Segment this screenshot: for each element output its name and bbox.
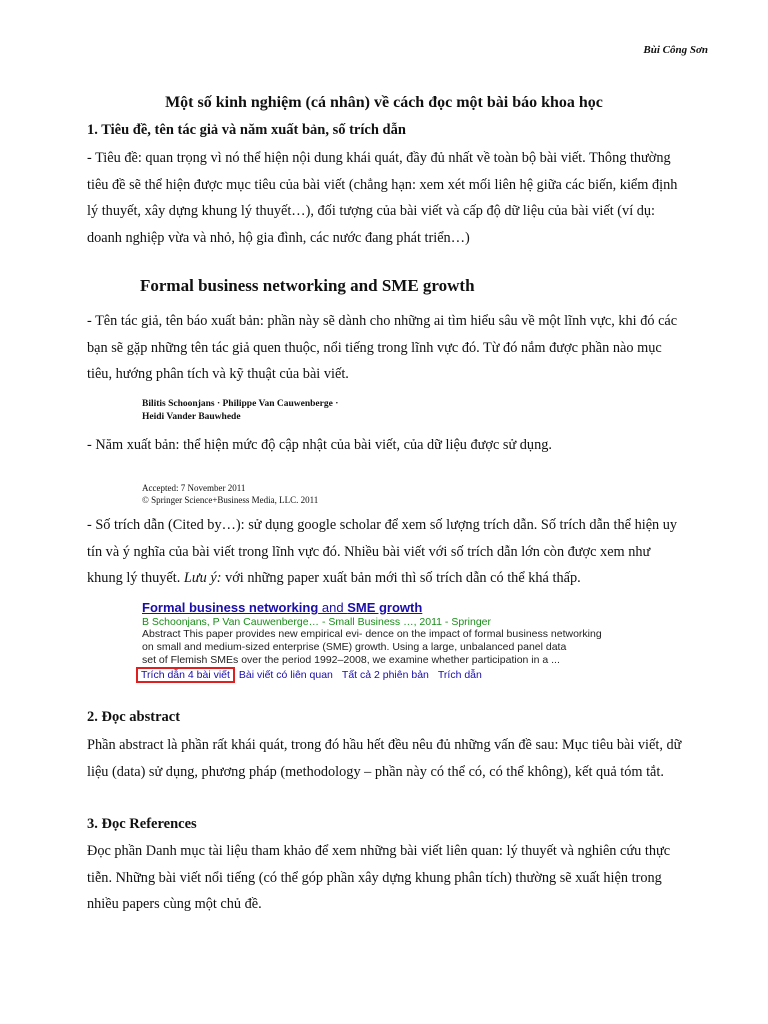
section-2-heading: 2. Đọc abstract — [87, 709, 181, 725]
section-3-paragraph: Đọc phần Danh mục tài liệu tham khảo để xem những bài viết liên quan: lý thuyết và nghiên cứu thực tiễn. Những bài viết nổi tiếng (có thể góp phần xây dựng khung phân tích) thường sẽ xuất hiện trong nhiều papers cùng một chủ đề. — [87, 843, 671, 912]
example-accepted-info — [142, 482, 318, 506]
scholar-result-abstract — [142, 628, 642, 667]
section-1-paragraph-authors: - Tên tác giả, tên báo xuất bản: phần này sẽ dành cho những ai tìm hiểu sâu về một lĩnh vực, khi đó các bạn sẽ gặp những tên tác giả quen thuộc, nổi tiếng trong lĩnh vực đó. Từ đó nắm được phần nào mục tiêu, hướng phân tích và kỹ thuật của bài viết. — [87, 313, 678, 382]
accepted-date: Accepted: 7 November 2011 — [142, 483, 246, 493]
cite-link[interactable]: Trích dẫn — [437, 669, 482, 681]
example-article-title: Formal business networking and SME growth — [140, 276, 475, 295]
section-2-paragraph: Phần abstract là phần rất khái quát, trong đó hầu hết đều nêu đủ những vấn đề sau: Mục tiêu bài viết, dữ liệu (data) sử dụng, phương pháp (methodology – phần này có thể có, có thể không), kết quả tóm tắt. — [87, 737, 682, 780]
citations-text-b: với những paper xuất bản mới thì số trích dẫn có thể khá thấp. — [221, 570, 581, 586]
scholar-title-part-1: Formal business networking — [142, 600, 319, 615]
section-1-heading: 1. Tiêu đề, tên tác giả và năm xuất bản, số trích dẫn — [87, 122, 406, 138]
scholar-result-links — [142, 669, 642, 681]
scholar-title-part-3: SME growth — [347, 600, 423, 615]
section-1-paragraph-year: - Năm xuất bản: thể hiện mức độ cập nhật của bài viết, của dữ liệu được sử dụng. — [87, 437, 552, 453]
related-articles-link[interactable]: Bài viết có liên quan — [238, 669, 333, 681]
citations-text-a: - Số trích dẫn (Cited by…): sử dụng google scholar để xem số lượng trích dẫn. Số trích dẫn thể hiện uy tín và ý nghĩa của bài viết trong lĩnh vực đó. Nhiều bài viết với số trích dẫn lớn còn được xem như khung lý thuyết. — [87, 517, 678, 586]
document-title: Một số kinh nghiệm (cá nhân) về cách đọc một bài báo khoa học — [165, 94, 603, 111]
example-authors — [142, 398, 338, 424]
scholar-title-part-2: and — [318, 600, 348, 615]
authors-line-2: Heidi Vander Bauwhede — [142, 412, 241, 422]
google-scholar-result — [142, 600, 642, 681]
section-3-heading: 3. Đọc References — [87, 816, 197, 832]
section-1-paragraph-title: - Tiêu đề: quan trọng vì nó thể hiện nội dung khái quát, đầy đủ nhất về toàn bộ bài viết. Thông thường tiêu đề sẽ thể hiện được mục tiêu của bài viết (chẳng hạn: xem xét mối liên hệ giữa các biến, kiểm định lý thuyết, xây dựng khung lý thuyết…), đối tượng của bài viết và cấp độ dữ liệu của bài viết (ví dụ: doanh nghiệp vừa và nhỏ, hộ gia đình, các nước đang phát triển…) — [87, 150, 678, 246]
authors-line-1: Bilitis Schoonjans · Philippe Van Cauwenberge · — [142, 399, 339, 409]
author-name: Bùi Công Sơn — [643, 44, 708, 56]
copyright-line: © Springer Science+Business Media, LLC. 2011 — [142, 495, 319, 505]
scholar-abstract-line-3: set of Flemish SMEs over the period 1992–2008, we examine whether participation in a ... — [142, 654, 560, 666]
section-1-paragraph-citations — [87, 512, 687, 592]
all-versions-link[interactable]: Tất cả 2 phiên bản — [341, 669, 429, 681]
scholar-abstract-line-1: Abstract This paper provides new empirical evi- dence on the impact of formal business networking — [142, 628, 602, 640]
scholar-result-title[interactable] — [142, 600, 642, 615]
cited-by-link[interactable]: Trích dẫn 4 bài viết — [136, 667, 235, 683]
citations-note-label: Lưu ý: — [183, 570, 222, 586]
scholar-abstract-line-2: on small and medium-sized enterprise (SME) growth. Using a large, unbalanced panel data — [142, 641, 567, 653]
scholar-result-meta: B Schoonjans, P Van Cauwenberge… - Small Business …, 2011 - Springer — [142, 616, 492, 628]
